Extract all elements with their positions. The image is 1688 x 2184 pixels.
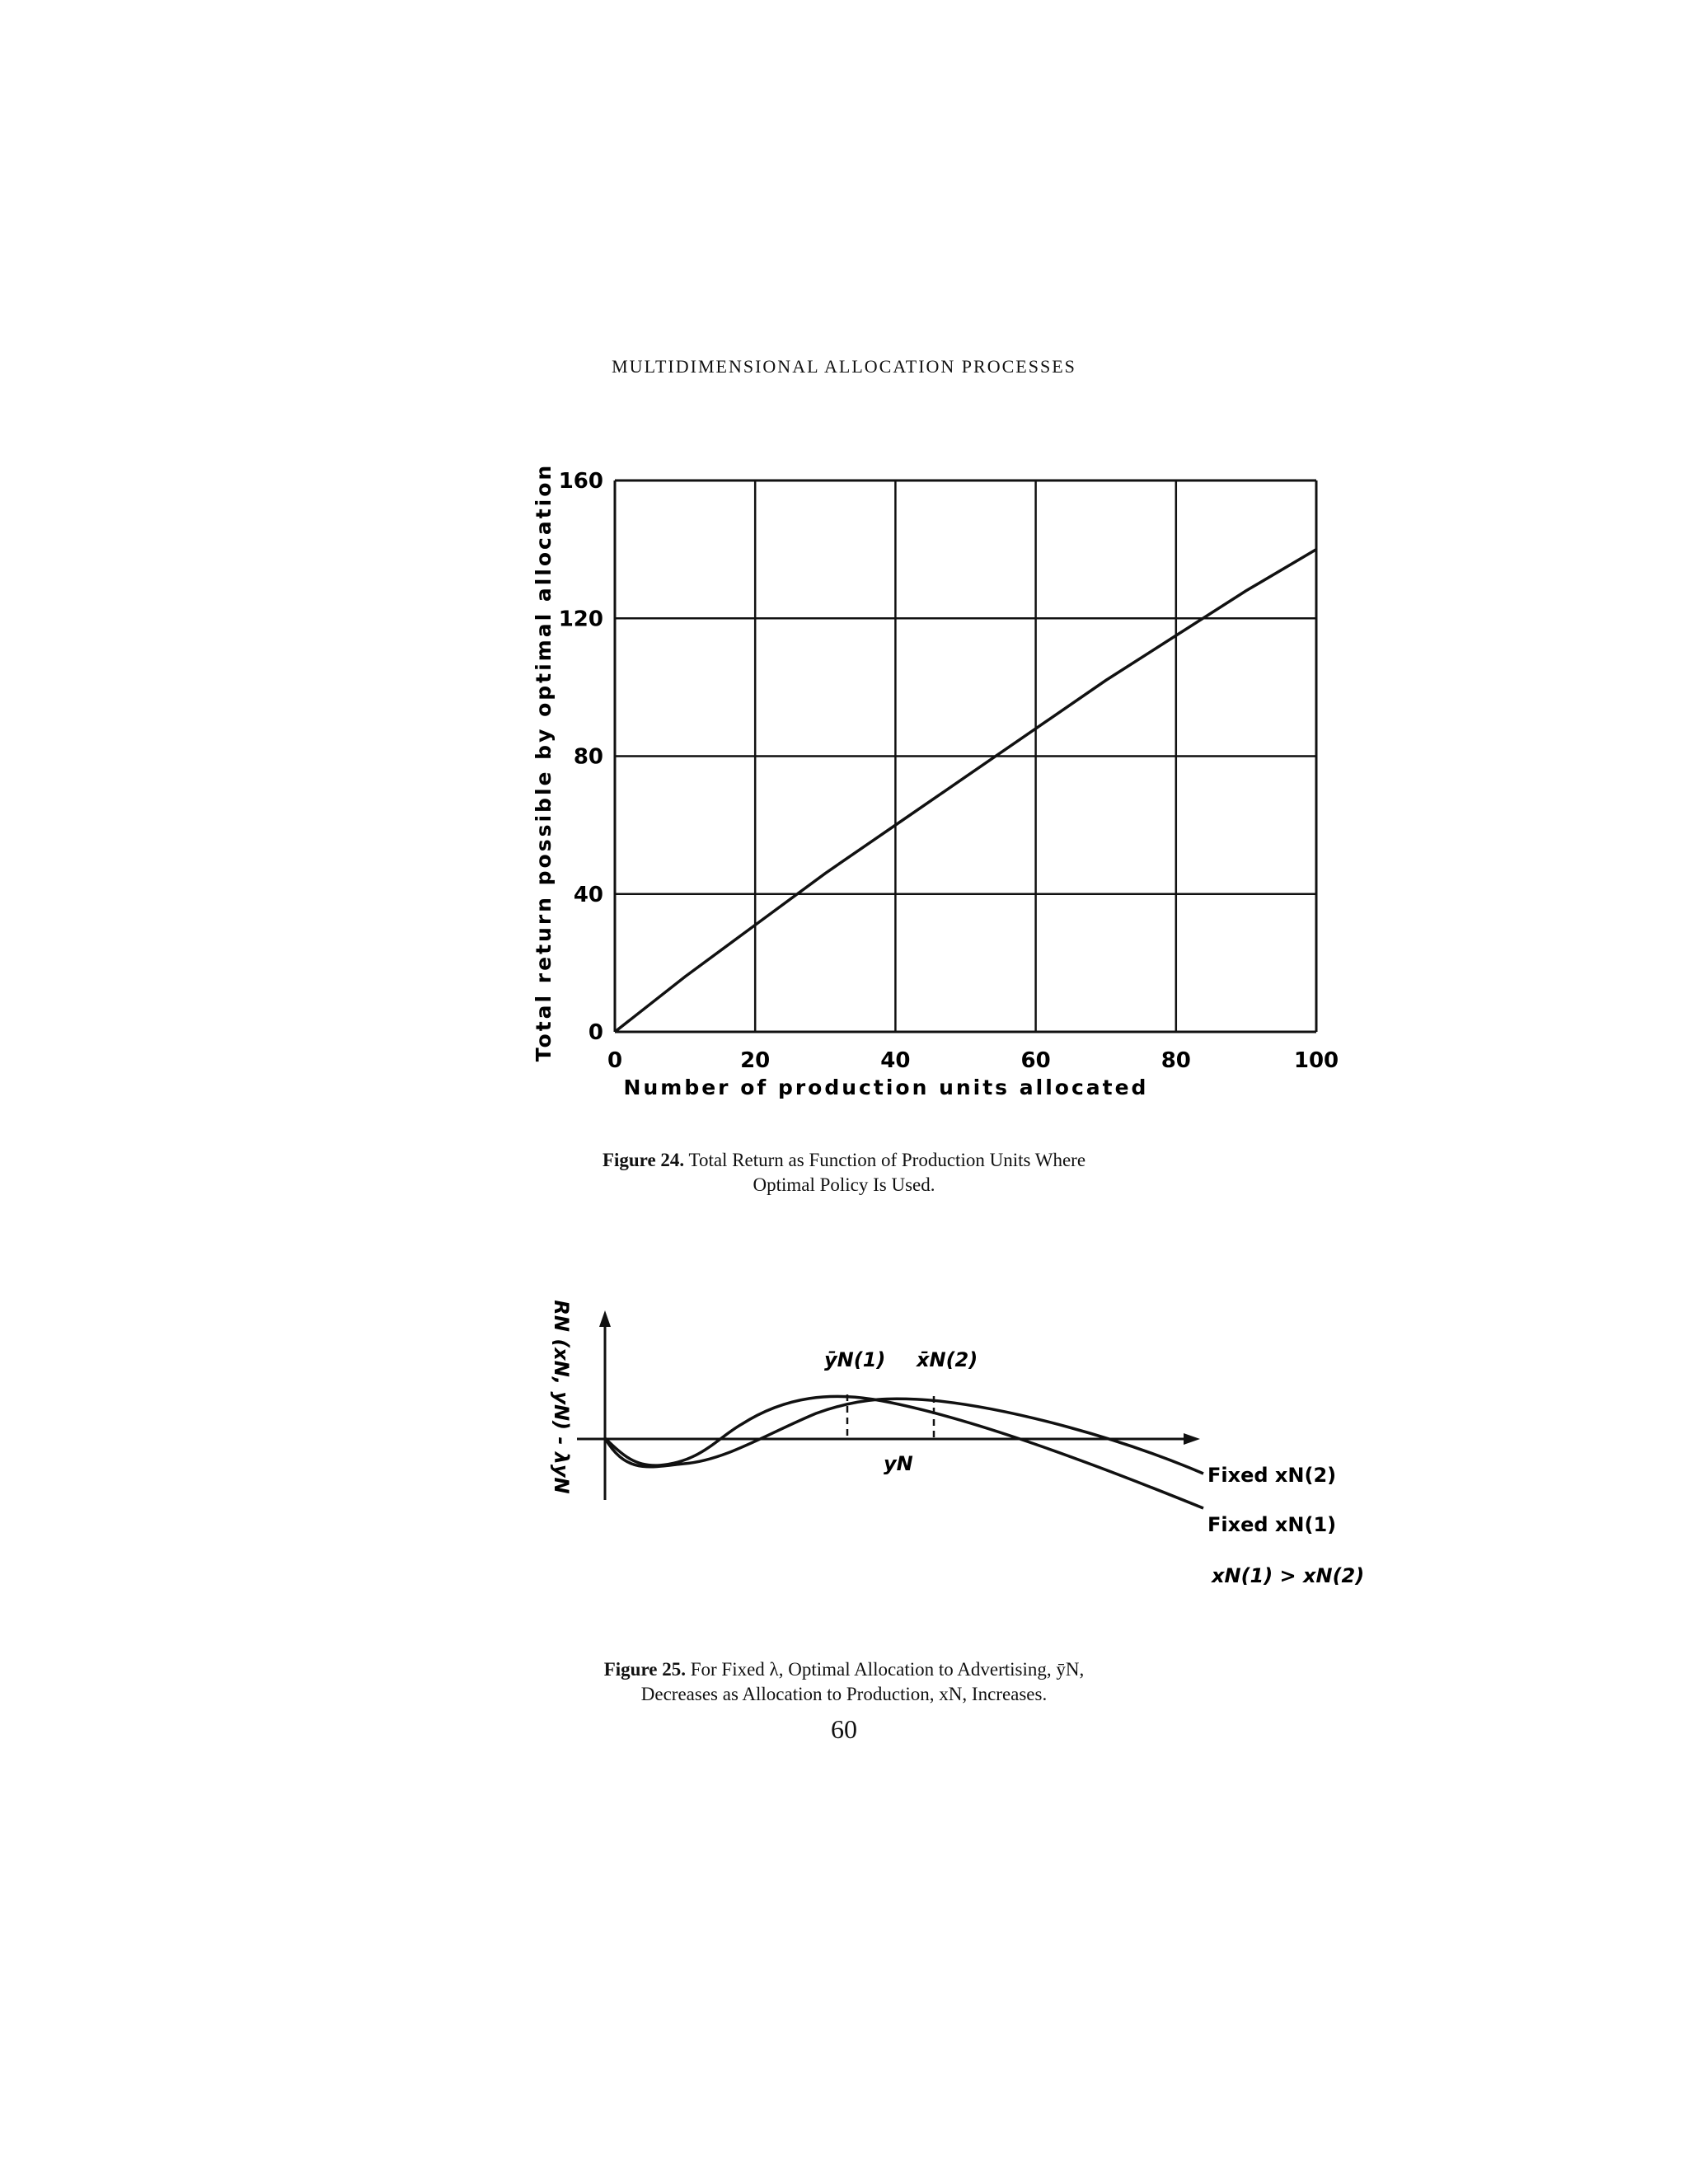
x-axis-label: Number of production units allocated (623, 1076, 1149, 1099)
series-lines (615, 550, 1316, 1032)
figure-25-label: Figure 25. (603, 1659, 686, 1680)
label-relation: xN(1) > xN(2) (1212, 1564, 1365, 1587)
x-tick-label-100: 100 (1293, 1048, 1339, 1073)
y-tick-label-160: 160 (558, 469, 603, 494)
page-number: 60 (831, 1714, 857, 1744)
x-tick-label-80: 80 (1160, 1048, 1191, 1073)
y-tick-label-0: 0 (588, 1020, 603, 1045)
y-tick-labels (559, 469, 603, 1045)
figure-25-caption-line1: For Fixed λ, Optimal Allocation to Advertising, ȳN, (690, 1659, 1085, 1680)
y-tick-label-40: 40 (573, 882, 603, 907)
y-tick-label-80: 80 (573, 744, 603, 770)
figure-25-caption (0, 1657, 1688, 1707)
y-axis-label: Total return possible by optimal allocation (532, 462, 556, 1062)
figure-24-caption-line1: Total Return as Function of Production Units Where (688, 1150, 1086, 1170)
figure-24-caption (0, 1148, 1688, 1197)
mark-y1: ȳN(1) (824, 1348, 886, 1371)
label-fixed-x1: Fixed xN(1) (1207, 1513, 1337, 1536)
figure-24-caption-line2: Optimal Policy Is Used. (753, 1174, 935, 1195)
figure-25-x-arrow (1184, 1433, 1200, 1445)
x-tick-label-40: 40 (880, 1048, 911, 1073)
x-tick-label-0: 0 (607, 1048, 623, 1073)
figure-25-diagram (0, 1269, 1688, 1632)
figure-24-label: Figure 24. (602, 1150, 685, 1170)
label-fixed-x2: Fixed xN(2) (1207, 1464, 1337, 1487)
series-line-0 (615, 550, 1316, 1032)
x-tick-labels (607, 1048, 1339, 1073)
running-head: MULTIDIMENSIONAL ALLOCATION PROCESSES (612, 356, 1076, 377)
figure-25-y-arrow (599, 1310, 611, 1327)
mark-x2: x̄N(2) (917, 1348, 978, 1371)
y-tick-label-120: 120 (558, 607, 603, 632)
x-tick-label-20: 20 (740, 1048, 771, 1073)
x-axis-label-yN: yN (884, 1452, 913, 1475)
figure-25-y-axis-label: RN (xN, yN) - λyN (550, 1300, 573, 1494)
figure-25-caption-line2: Decreases as Allocation to Production, xN, Increases. (640, 1684, 1048, 1704)
x-tick-label-60: 60 (1020, 1048, 1051, 1073)
